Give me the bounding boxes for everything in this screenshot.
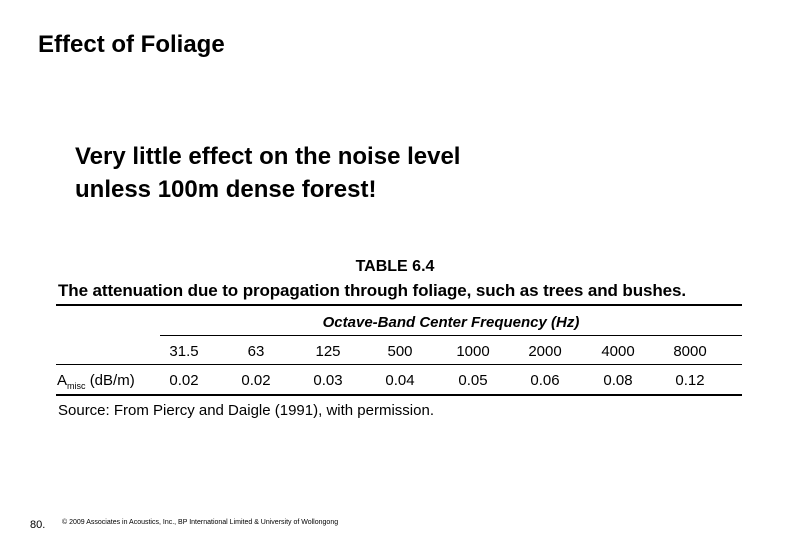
frequency-header-cell: 8000 <box>673 343 707 360</box>
body-line: Very little effect on the noise level <box>75 143 461 170</box>
body-line: unless 100m dense forest! <box>75 176 377 203</box>
attenuation-value-cell: 0.04 <box>385 372 415 389</box>
row-label <box>57 372 135 391</box>
attenuation-value-cell: 0.12 <box>675 372 705 389</box>
table-caption: The attenuation due to propagation through foliage, such as trees and bushes. <box>58 281 686 300</box>
header-rule <box>56 364 742 365</box>
frequency-header-cell: 2000 <box>528 343 562 360</box>
band-heading: Octave-Band Center Frequency (Hz) <box>322 314 580 331</box>
attenuation-value-cell: 0.03 <box>313 372 343 389</box>
table-bottom-rule <box>56 394 742 396</box>
attenuation-value-cell: 0.05 <box>458 372 488 389</box>
band-heading-rule <box>160 335 742 336</box>
frequency-header-cell: 63 <box>247 343 265 360</box>
attenuation-value-cell: 0.06 <box>530 372 560 389</box>
row-unit: (dB/m) <box>89 372 135 389</box>
attenuation-value-cell: 0.02 <box>241 372 271 389</box>
frequency-header-cell: 1000 <box>456 343 490 360</box>
attenuation-value-cell: 0.02 <box>169 372 199 389</box>
page-number: 80. <box>30 519 46 531</box>
frequency-header-cell: 500 <box>387 343 413 360</box>
attenuation-value-cell: 0.08 <box>603 372 633 389</box>
table-top-rule <box>56 304 742 306</box>
frequency-header-cell: 125 <box>315 343 341 360</box>
frequency-header-cell: 31.5 <box>169 343 199 360</box>
table-source-note: Source: From Piercy and Daigle (1991), with permission. <box>58 402 434 419</box>
row-subscript: misc <box>67 381 86 391</box>
frequency-header-cell: 4000 <box>601 343 635 360</box>
footer-copyright: © 2009 Associates in Acoustics, Inc., BP International Limited & University of Wollongong <box>62 519 339 526</box>
row-symbol: A <box>57 372 68 389</box>
body-text <box>75 140 460 206</box>
table-label: TABLE 6.4 <box>355 258 435 275</box>
slide-title: Effect of Foliage <box>38 31 225 58</box>
